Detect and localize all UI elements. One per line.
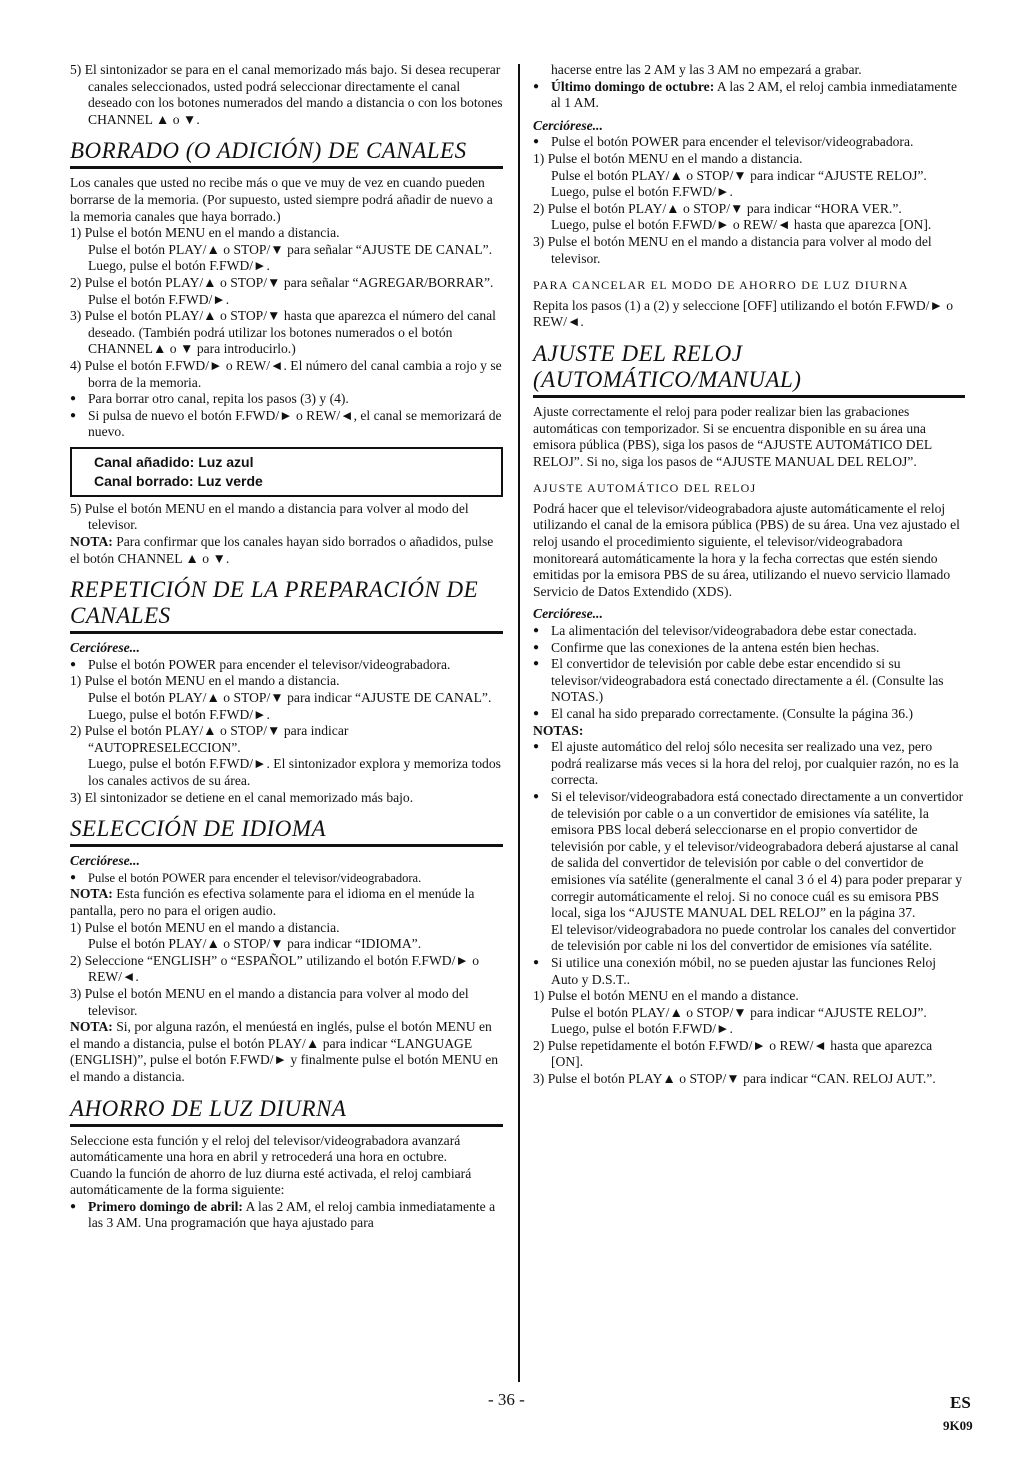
borrado-step-5: 5) Pulse el botón MENU en el mando a distancia para volver al modo del televisor. [70,500,469,533]
reloj-step-1a: Pulse el botón PLAY/▲ o STOP/▼ para indicar “AJUSTE RELOJ”. [551,1004,927,1020]
nota-label: NOTA: [70,1019,113,1035]
ahorro-bullet-october [533,79,965,112]
idioma-bullet: ● Pulse el botón POWER para encender el televisor/videograbadora. [70,870,503,887]
section-title-idioma: SELECCIÓN DE IDIOMA [70,816,503,847]
reloj-check-1: ● La alimentación del televisor/videograbadora debe estar conectada. [533,623,965,640]
repeticion-step-1: 1) Pulse el botón MENU en el mando a distancia. [70,673,340,689]
idioma-step-3: 3) Pulse el botón MENU en el mando a distancia para volver al modo del televisor. [70,985,469,1018]
reloj-auto-subtitle: AJUSTE AUTOMÁTICO DEL RELOJ [533,481,757,496]
borrado-bullet-2: ● Si pulsa de nuevo el botón F.FWD/► o REW/◄, el canal se memorizará de nuevo. [70,408,503,441]
ahorro-power-bullet: ● Pulse el botón POWER para encender el televisor/videograbadora. [533,134,965,151]
nota-label: NOTA: [70,534,113,550]
cerciorese-label: Cerciórese... [70,853,140,869]
cancel-text: Repita los pasos (1) a (2) y seleccione [OFF] utilizando el botón F.FWD/► o REW/◄. [533,297,954,330]
right-column [533,62,965,1088]
document-code: 9K09 [943,1418,973,1433]
borrado-step-2a: Pulse el botón F.FWD/►. [88,291,230,307]
reloj-step-2: 2) Pulse repetidamente el botón F.FWD/► o REW/◄ hasta que aparezca [ON]. [533,1037,933,1070]
idioma-note-1 [70,886,503,919]
legend-deleted: Canal borrado: Luz verde [94,472,263,489]
borrado-note [70,534,503,567]
reloj-check-3: ● El convertidor de televisión por cable debe estar encendido si su televisor/videograbadora está conectado directamente a él. (Consulte las NOTAS.) [533,656,965,706]
ahorro-step-1a: Pulse el botón PLAY/▲ o STOP/▼ para indicar “AJUSTE RELOJ”. [551,167,927,183]
repeticion-step-1a: Pulse el botón PLAY/▲ o STOP/▼ para indicar “AJUSTE DE CANAL”. [88,690,492,706]
borrado-step-2: 2) Pulse el botón PLAY/▲ o STOP/▼ para señalar “AGREGAR/BORRAR”. [70,274,494,290]
reloj-note-3: ● Si utilice una conexión móbil, no se pueden ajustar las funciones Reloj Auto y D.S.T.. [533,955,965,988]
cerciorese-label: Cerciórese... [533,117,603,133]
reloj-note-2: ● Si el televisor/videograbadora está conectado directamente a un convertidor de televisión por cable o a un convertidor de emisiones vía satélite, la emisora PBS local deberá seleccionarse en el propio convertidor de televisión por cable, y el televisor/videograbadora deberá ajustarse al canal de salida del convertidor de televisión por cable o del convertidor de emisiones vía satélite (generalmente el canal 3 ó el 4) para poder preparar y corregir automáticamente el reloj. Si no conoce cuál es su emisora PBS local, siga los “AJUSTE MANUAL DEL RELOJ” en la página 37. [533,789,965,922]
legend-added: Canal añadido: Luz azul [94,453,254,470]
section-title-reloj: AJUSTE DEL RELOJ (AUTOMÁTICO/MANUAL) [533,341,965,398]
cerciorese-label: Cerciórese... [70,640,140,656]
repeticion-bullet: ● Pulse el botón POWER para encender el televisor/videograbadora. [70,657,503,674]
reloj-step-3: 3) Pulse el botón PLAY▲ o STOP/▼ para indicar “CAN. RELOJ AUT.”. [533,1071,936,1087]
cancel-subtitle: PARA CANCELAR EL MODO DE AHORRO DE LUZ DIURNA [533,278,909,293]
column-divider [518,64,520,1382]
section-title-ahorro: AHORRO DE LUZ DIURNA [70,1096,503,1127]
nota-text: Si, por alguna razón, el menúestá en inglés, pulse el botón MENU en el mando a distancia, pulse el botón PLAY/▲ para indicar “LANGUAGE (ENGLISH)”, pulse el botón F.FWD/► y finalmente pulse el botón MENU en el mando a distancia. [70,1019,499,1084]
ahorro-step-2a: Luego, pulse el botón F.FWD/► o REW/◄ hasta que aparezca [ON]. [551,217,932,233]
nota-text: Para confirmar que los canales hayan sido borrados o añadidos, pulse el botón CHANNEL ▲ o ▼. [70,534,494,566]
borrado-step-1a: Pulse el botón PLAY/▲ o STOP/▼ para señalar “AJUSTE DE CANAL”. [88,241,493,257]
reloj-check-4: ● El canal ha sido preparado correctamente. (Consulte la página 36.) [533,706,965,723]
section-title-borrado: BORRADO (O ADICIÓN) DE CANALES [70,138,503,169]
reloj-note-1: ● El ajuste automático del reloj sólo necesita ser realizado una vez, pero podrá realizarse más veces si la hora del reloj, por cualquier razón, no es la correcta. [533,739,965,789]
channel-color-legend [70,447,503,497]
repeticion-step-3: 3) El sintonizador se detiene en el canal memorizado más bajo. [70,789,414,805]
reloj-intro: Ajuste correctamente el reloj para poder realizar bien las grabaciones automáticas con temporizador. Si se encuentra disponible en su área una emisora pública (PBS), siga los pasos de “AJUSTE AUTOMáTICO DEL RELOJ”. Si no, siga los pasos de “AJUSTE MANUAL DEL RELOJ”. [533,403,932,469]
ahorro-step-3: 3) Pulse el botón MENU en el mando a distancia para volver al modo del televisor. [533,233,932,266]
left-column [70,62,503,1232]
language-code: ES [950,1393,971,1412]
ahorro-step-1b: Luego, pulse el botón F.FWD/►. [551,184,733,200]
bullet-label: Último domingo de octubre: [551,78,715,94]
section-title-repeticion: REPETICIÓN DE LA PREPARACIÓN DE CANALES [70,577,503,634]
bullet-label: Primero domingo de abril: [88,1198,243,1214]
nota-label: NOTA: [70,886,113,902]
idioma-step-1a: Pulse el botón PLAY/▲ o STOP/▼ para indicar “IDIOMA”. [88,936,422,952]
borrado-step-1b: Luego, pulse el botón F.FWD/►. [88,258,270,274]
ahorro-para-2: Cuando la función de ahorro de luz diurna esté activada, el reloj cambiará automáticamente de la forma siguiente: [70,1165,472,1198]
borrado-intro: Los canales que usted no recibe más o que ve muy de vez en cuando pueden borrarse de la memoria. (Por supuesto, usted siempre podrá añadir de nuevo a la memoria canales que haya borrado.) [70,175,493,224]
page-number: - 36 - [488,1390,525,1409]
ahorro-bullet-april [70,1199,503,1232]
borrado-step-4: 4) Pulse el botón F.FWD/► o REW/◄. El número del canal cambia a rojo y se borra de la memoria. [70,357,502,390]
repeticion-step-2a: Luego, pulse el botón F.FWD/►. El sintonizador explora y memoriza todos los canales activos de su área. [88,756,501,788]
reloj-auto-para: Podrá hacer que el televisor/videograbadora ajuste automáticamente el reloj utilizando el canal de la emisora pública (PBS) de su área. Una vez ajustado el reloj usando el procedimiento siguiente, el televisor/videograbadora monitoreará automáticamente la hora y la fecha correctas que estén siendo emitidas por la emisora PBS de su área, utilizando el nuevo servicio llamado Servicio de Datos Extendido (XDS). [533,500,960,599]
idioma-step-1: 1) Pulse el botón MENU en el mando a distancia. [70,919,340,935]
idioma-step-2: 2) Seleccione “ENGLISH” o “ESPAÑOL” utilizando el botón F.FWD/► o REW/◄. [70,952,480,985]
repeticion-step-1b: Luego, pulse el botón F.FWD/►. [88,706,270,722]
idioma-note-2 [70,1019,503,1085]
bullet-text: A las 2 AM, el reloj cambia inmediatamente a las 3 AM. Una programación que haya ajustado para [88,1198,496,1231]
cerciorese-label: Cerciórese... [533,606,603,622]
reloj-note-2b: El televisor/videograbadora no puede controlar los canales del convertidor de televisión por cable ni los del convertidor de emisiones vía satélite. [551,921,956,954]
borrado-bullet-1: ● Para borrar otro canal, repita los pasos (3) y (4). [70,391,503,408]
reloj-check-2: ● Confirme que las conexiones de la antena estén bien hechas. [533,640,965,657]
ahorro-step-1: 1) Pulse el botón MENU en el mando a distancia. [533,150,803,166]
nota-text: Esta función es efectiva solamente para el idioma en el menúde la pantalla, pero no para el origen audio. [70,886,475,918]
repeticion-step-2: 2) Pulse el botón PLAY/▲ o STOP/▼ para indicar “AUTOPRESELECCION”. [70,723,349,755]
notas-label: NOTAS: [533,722,584,738]
step-5-intro: 5) El sintonizador se para en el canal memorizado más bajo. Si desea recuperar canales seleccionados, usted podrá seleccionar directamente el canal deseado con los botones numerados del mando a distancia o con los botones CHANNEL ▲ o ▼. [70,62,503,127]
borrado-step-1: 1) Pulse el botón MENU en el mando a distancia. [70,225,340,241]
bullet-text: A las 2 AM, el reloj cambia inmediatamente al 1 AM. [551,78,957,111]
ahorro-para-1: Seleccione esta función y el reloj del televisor/videograbadora avanzará automáticamente una hora en abril y retrocederá una hora en octubre. [70,1132,461,1165]
borrado-step-3: 3) Pulse el botón PLAY/▲ o STOP/▼ hasta que aparezca el número del canal deseado. (También podrá utilizar los botones numerados o el botón CHANNEL▲ o ▼ para introducirlo.) [70,308,496,357]
reloj-step-1: 1) Pulse el botón MENU en el mando a distance. [533,988,799,1004]
reloj-step-1b: Luego, pulse el botón F.FWD/►. [551,1021,733,1037]
ahorro-continuation: hacerse entre las 2 AM y las 3 AM no empezará a grabar. [551,62,862,77]
ahorro-step-2: 2) Pulse el botón PLAY/▲ o STOP/▼ para indicar “HORA VER.”. [533,200,902,216]
